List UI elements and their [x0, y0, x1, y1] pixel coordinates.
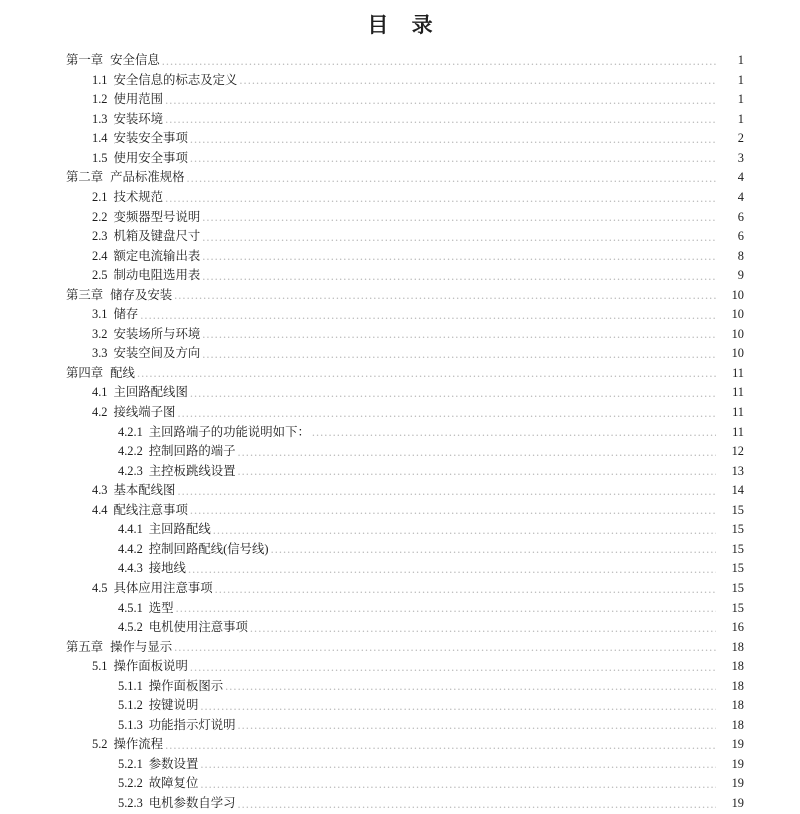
- toc-entry-label: [66, 51, 160, 71]
- toc-entry-number: 1.4: [92, 131, 108, 146]
- toc-entry-title: 按键说明: [148, 698, 199, 713]
- dot-leader: [202, 208, 716, 228]
- toc-entry-page-number: 9: [737, 268, 744, 283]
- toc-entry-label: [92, 325, 200, 345]
- toc-entry-label: [92, 149, 188, 169]
- dot-leader: [177, 481, 716, 501]
- toc-entry-page-number: 8: [737, 248, 744, 263]
- toc-entry-title: 储存及安装: [110, 287, 173, 302]
- toc-entry-page-number: 15: [731, 541, 744, 556]
- toc-entry-number: 3.1: [92, 307, 108, 322]
- dot-leader: [238, 794, 716, 814]
- toc-entry[interactable]: [0, 383, 800, 403]
- toc-entry-number: 1.1: [92, 72, 108, 87]
- toc-entry-page-number: 1: [737, 111, 744, 126]
- toc-entry-title: 操作面板说明: [113, 659, 188, 674]
- dot-leader: [215, 579, 716, 599]
- dot-leader: [238, 716, 716, 736]
- dot-leader: [162, 51, 716, 71]
- toc-entry-page-number: 18: [731, 639, 744, 654]
- toc-entry-number: 第四章: [66, 365, 104, 380]
- toc-entry[interactable]: [0, 501, 800, 521]
- toc-entry[interactable]: [0, 442, 800, 462]
- toc-entry-number: 5.2.2: [118, 776, 143, 791]
- toc-entry[interactable]: [0, 618, 800, 638]
- toc-entry-label: [118, 716, 236, 736]
- toc-entry-number: 5.2.1: [118, 756, 143, 771]
- toc-entry-page-number: 10: [731, 287, 744, 302]
- toc-entry-number: 4.5.2: [118, 620, 143, 635]
- toc-entry-number: 第二章: [66, 170, 104, 185]
- toc-entry[interactable]: [0, 90, 800, 110]
- dot-leader: [271, 540, 716, 560]
- toc-entry-page-number: 19: [731, 756, 744, 771]
- toc-entry-number: 4.3: [92, 483, 108, 498]
- toc-entry-title: 控制回路配线(信号线): [148, 541, 269, 556]
- toc-entry-title: 控制回路的端子: [148, 444, 236, 459]
- toc-entry-label: [92, 71, 237, 91]
- toc-entry[interactable]: [0, 286, 800, 306]
- dot-leader: [176, 599, 716, 619]
- toc-entry-number: 1.3: [92, 111, 108, 126]
- toc-entry[interactable]: [0, 423, 800, 443]
- toc-entry[interactable]: [0, 735, 800, 755]
- toc-entry-number: 第三章: [66, 287, 104, 302]
- toc-entry-page-number: 18: [731, 717, 744, 732]
- toc-entry-number: 5.1.1: [118, 678, 143, 693]
- dot-leader: [200, 774, 716, 794]
- toc-entry-page-number: 4: [737, 170, 744, 185]
- toc-entry-label: [118, 618, 248, 638]
- toc-entry-page-number: 11: [732, 365, 744, 380]
- toc-entry-page-number: 15: [731, 580, 744, 595]
- dot-leader: [165, 90, 716, 110]
- toc-entry-title: 具体应用注意事项: [113, 580, 213, 595]
- toc-entry[interactable]: [0, 559, 800, 579]
- toc-entry-number: 2.2: [92, 209, 108, 224]
- dot-leader: [137, 364, 716, 384]
- toc-entry-page-number: 10: [731, 326, 744, 341]
- toc-entry-number: 2.3: [92, 229, 108, 244]
- toc-entry-page-number: 13: [731, 463, 744, 478]
- toc-entry-label: [92, 208, 200, 228]
- toc-entry[interactable]: [0, 168, 800, 188]
- toc-entry-number: 2.1: [92, 190, 108, 205]
- toc-entry-page-number: 11: [732, 424, 744, 439]
- toc-entry-label: [118, 520, 211, 540]
- dot-leader: [165, 110, 716, 130]
- dot-leader: [213, 520, 716, 540]
- dot-leader: [202, 247, 716, 267]
- toc-entry-page-number: 2: [737, 131, 744, 146]
- toc-entry-title: 参数设置: [148, 756, 199, 771]
- toc-entry-label: [92, 481, 175, 501]
- toc-entry-title: 使用安全事项: [113, 150, 188, 165]
- toc-entry-number: 4.2.2: [118, 444, 143, 459]
- toc-entry-title: 储存: [113, 307, 139, 322]
- dot-leader: [238, 442, 716, 462]
- toc-entry-number: 4.4.1: [118, 522, 143, 537]
- toc-entry-label: [118, 462, 236, 482]
- toc-entry-title: 故障复位: [148, 776, 199, 791]
- toc-entry-label: [92, 305, 138, 325]
- toc-entry-number: 第五章: [66, 639, 104, 654]
- toc-entry[interactable]: [0, 696, 800, 716]
- dot-leader: [165, 735, 716, 755]
- toc-entry-label: [118, 442, 236, 462]
- toc-entry-label: [92, 657, 188, 677]
- table-of-contents: [0, 51, 800, 813]
- toc-entry[interactable]: [0, 344, 800, 364]
- toc-entry-label: [118, 696, 198, 716]
- dot-leader: [165, 188, 716, 208]
- toc-entry-label: [92, 188, 163, 208]
- toc-entry-label: [118, 755, 198, 775]
- toc-entry-title: 主回路端子的功能说明如下：: [148, 424, 310, 439]
- toc-entry-title: 电机使用注意事项: [148, 620, 248, 635]
- toc-entry-number: 4.4.3: [118, 561, 143, 576]
- toc-entry-title: 安装环境: [113, 111, 164, 126]
- toc-entry-label: [92, 247, 200, 267]
- toc-entry[interactable]: [0, 227, 800, 247]
- toc-entry-page-number: 1: [737, 72, 744, 87]
- toc-entry-title: 配线: [110, 365, 135, 380]
- toc-entry-number: 4.2.3: [118, 463, 143, 478]
- toc-entry-title: 选型: [148, 600, 174, 615]
- toc-entry-number: 2.5: [92, 268, 108, 283]
- toc-entry-title: 基本配线图: [113, 483, 176, 498]
- toc-entry-title: 机箱及键盘尺寸: [113, 229, 201, 244]
- toc-entry-number: 4.4.2: [118, 541, 143, 556]
- toc-entry-page-number: 10: [731, 307, 744, 322]
- toc-entry[interactable]: [0, 403, 800, 423]
- toc-entry-title: 主控板跳线设置: [148, 463, 236, 478]
- toc-entry-title: 功能指示灯说明: [148, 717, 236, 732]
- toc-entry-title: 额定电流输出表: [113, 248, 201, 263]
- toc-entry[interactable]: [0, 462, 800, 482]
- toc-entry-page-number: 1: [737, 53, 744, 68]
- toc-entry-number: 3.2: [92, 326, 108, 341]
- toc-entry-page-number: 18: [731, 678, 744, 693]
- dot-leader: [140, 305, 716, 325]
- toc-entry-label: [118, 677, 223, 697]
- toc-entry-number: 1.5: [92, 150, 108, 165]
- toc-entry-title: 配线注意事项: [113, 502, 188, 517]
- toc-entry[interactable]: [0, 129, 800, 149]
- toc-entry-page-number: 18: [731, 698, 744, 713]
- toc-entry[interactable]: [0, 540, 800, 560]
- toc-entry[interactable]: [0, 677, 800, 697]
- toc-entry-label: [92, 90, 163, 110]
- toc-entry[interactable]: [0, 188, 800, 208]
- toc-entry-number: 5.1: [92, 659, 108, 674]
- toc-entry-page-number: 14: [731, 483, 744, 498]
- toc-entry-number: 4.2.1: [118, 424, 143, 439]
- toc-entry-page-number: 15: [731, 600, 744, 615]
- toc-entry-number: 5.1.3: [118, 717, 143, 732]
- toc-entry-title: 接线端子图: [113, 405, 176, 420]
- toc-entry-label: [92, 403, 175, 423]
- toc-entry-page-number: 11: [732, 405, 744, 420]
- toc-entry-number: 4.5.1: [118, 600, 143, 615]
- toc-entry[interactable]: [0, 599, 800, 619]
- dot-leader: [187, 168, 716, 188]
- dot-leader: [190, 149, 716, 169]
- toc-entry-number: 2.4: [92, 248, 108, 263]
- dot-leader: [202, 227, 716, 247]
- toc-entry-title: 安全信息的标志及定义: [113, 72, 238, 87]
- toc-entry-page-number: 11: [732, 385, 744, 400]
- toc-entry-label: [118, 559, 186, 579]
- dot-leader: [177, 403, 716, 423]
- dot-leader: [202, 325, 716, 345]
- toc-entry-number: 第一章: [66, 53, 104, 68]
- toc-entry-label: [92, 579, 213, 599]
- toc-entry-title: 使用范围: [113, 92, 164, 107]
- toc-entry-page-number: 19: [731, 737, 744, 752]
- toc-entry-title: 安全信息: [110, 53, 160, 68]
- toc-entry-page-number: 15: [731, 522, 744, 537]
- toc-entry-title: 主回路配线: [148, 522, 211, 537]
- toc-entry-page-number: 6: [737, 209, 744, 224]
- toc-entry[interactable]: [0, 520, 800, 540]
- toc-entry[interactable]: [0, 247, 800, 267]
- toc-entry[interactable]: [0, 71, 800, 91]
- toc-entry-title: 安装空间及方向: [113, 346, 201, 361]
- dot-leader: [174, 638, 716, 658]
- toc-entry[interactable]: [0, 149, 800, 169]
- toc-entry-page-number: 19: [731, 795, 744, 810]
- toc-entry[interactable]: [0, 364, 800, 384]
- toc-entry-label: [92, 266, 200, 286]
- toc-entry-title: 安装场所与环境: [113, 326, 201, 341]
- dot-leader: [190, 657, 716, 677]
- toc-entry[interactable]: [0, 208, 800, 228]
- toc-entry-title: 产品标准规格: [110, 170, 185, 185]
- toc-entry-page-number: 1: [737, 92, 744, 107]
- dot-leader: [200, 755, 716, 775]
- toc-entry[interactable]: [0, 51, 800, 71]
- toc-entry-label: [66, 168, 185, 188]
- toc-entry-label: [66, 364, 135, 384]
- toc-entry-number: 4.4: [92, 502, 108, 517]
- dot-leader: [190, 383, 716, 403]
- dot-leader: [202, 266, 716, 286]
- toc-entry-label: [92, 129, 188, 149]
- toc-entry[interactable]: [0, 794, 800, 814]
- toc-entry[interactable]: [0, 305, 800, 325]
- toc-entry[interactable]: [0, 755, 800, 775]
- toc-entry-title: 制动电阻选用表: [113, 268, 201, 283]
- toc-entry-number: 5.2.3: [118, 795, 143, 810]
- toc-entry-page-number: 3: [737, 150, 744, 165]
- toc-entry-page-number: 16: [731, 620, 744, 635]
- toc-entry-label: [92, 344, 200, 364]
- toc-entry-page-number: 18: [731, 659, 744, 674]
- toc-entry-page-number: 12: [731, 444, 744, 459]
- toc-entry[interactable]: [0, 481, 800, 501]
- toc-entry-number: 1.2: [92, 92, 108, 107]
- dot-leader: [188, 559, 716, 579]
- toc-entry-label: [118, 794, 236, 814]
- dot-leader: [225, 677, 716, 697]
- toc-entry-label: [118, 540, 269, 560]
- toc-entry-label: [66, 638, 172, 658]
- toc-entry[interactable]: [0, 266, 800, 286]
- dot-leader: [200, 696, 716, 716]
- toc-entry-title: 操作面板图示: [148, 678, 224, 693]
- toc-entry-page-number: 6: [737, 229, 744, 244]
- dot-leader: [202, 344, 716, 364]
- toc-entry-page-number: 10: [731, 346, 744, 361]
- toc-entry-title: 主回路配线图: [113, 385, 188, 400]
- toc-entry-page-number: 19: [731, 776, 744, 791]
- toc-entry-page-number: 4: [737, 190, 744, 205]
- toc-entry-title: 操作与显示: [110, 639, 173, 654]
- toc-entry-label: [118, 599, 174, 619]
- toc-entry-label: [92, 227, 200, 247]
- toc-entry[interactable]: [0, 325, 800, 345]
- dot-leader: [312, 423, 716, 443]
- toc-entry-number: 4.5: [92, 580, 108, 595]
- dot-leader: [190, 501, 716, 521]
- toc-entry-number: 5.2: [92, 737, 108, 752]
- toc-entry-title: 接地线: [148, 561, 186, 576]
- toc-entry[interactable]: [0, 774, 800, 794]
- toc-entry-title: 变频器型号说明: [113, 209, 201, 224]
- toc-entry[interactable]: [0, 657, 800, 677]
- toc-entry-title: 操作流程: [113, 737, 164, 752]
- toc-entry-label: [92, 383, 188, 403]
- toc-entry-label: [92, 735, 163, 755]
- toc-entry-number: 4.2: [92, 405, 108, 420]
- toc-entry[interactable]: [0, 110, 800, 130]
- toc-entry-title: 技术规范: [113, 190, 164, 205]
- dot-leader: [239, 71, 716, 91]
- toc-entry-number: 3.3: [92, 346, 108, 361]
- dot-leader: [250, 618, 716, 638]
- toc-entry-page-number: 15: [731, 502, 744, 517]
- toc-entry[interactable]: [0, 579, 800, 599]
- toc-entry-label: [66, 286, 172, 306]
- toc-entry-number: 5.1.2: [118, 698, 143, 713]
- dot-leader: [238, 462, 716, 482]
- toc-entry-label: [92, 501, 188, 521]
- page-title: 目 录: [367, 13, 442, 37]
- toc-entry-title: 安装安全事项: [113, 131, 188, 146]
- toc-entry-page-number: 15: [731, 561, 744, 576]
- dot-leader: [174, 286, 716, 306]
- toc-entry-label: [92, 110, 163, 130]
- toc-entry[interactable]: [0, 716, 800, 736]
- dot-leader: [190, 129, 716, 149]
- toc-entry[interactable]: [0, 638, 800, 658]
- toc-entry-title: 电机参数自学习: [148, 795, 236, 810]
- toc-entry-number: 4.1: [92, 385, 108, 400]
- toc-entry-label: [118, 774, 198, 794]
- toc-entry-label: [118, 423, 310, 443]
